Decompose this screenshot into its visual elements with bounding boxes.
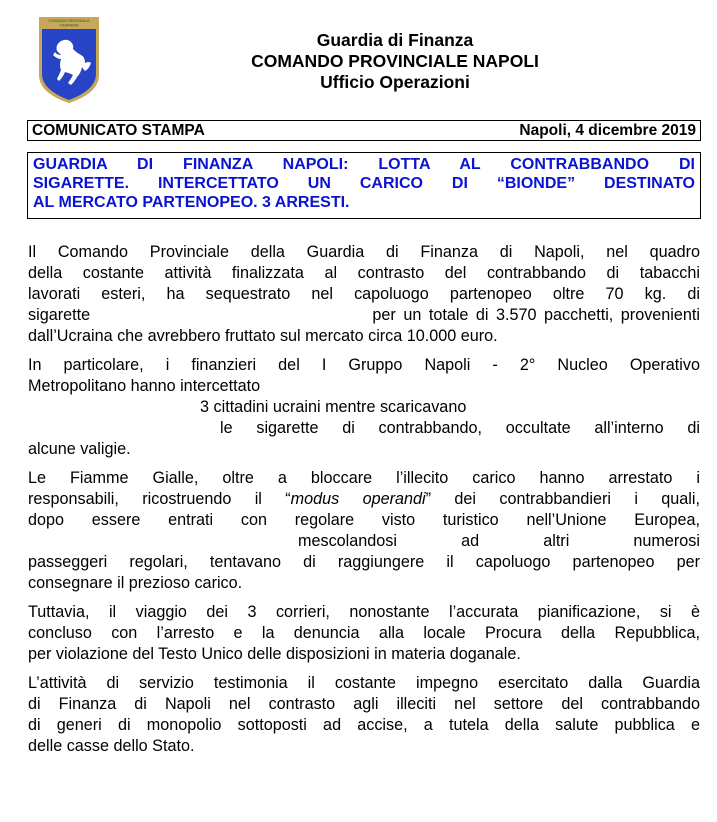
italic-phrase: modus operandi [290, 490, 426, 508]
text-line: Metropolitano hanno intercettato [28, 377, 261, 395]
text-line: Il Comando Provinciale della Guardia di Finanza di Napoli, nel quadro [28, 243, 700, 261]
headline-line: AL MERCATO PARTENOPEO. 3 ARRESTI. [33, 194, 350, 211]
paragraph-2 [28, 355, 700, 460]
paragraph-3 [28, 468, 700, 594]
crest-label-line1: COMANDO REGIONALE [48, 19, 90, 23]
text-line: della costante attività finalizzata al contrasto del contrabbando di tabacchi [28, 264, 700, 282]
paragraph-4 [28, 602, 700, 665]
shield-crest-icon [37, 15, 101, 105]
crest-logo [37, 15, 101, 105]
article-body [28, 242, 700, 765]
document-header [150, 30, 640, 93]
text-segment: per un totale di 3.570 pacchetti, provenienti [372, 306, 700, 324]
headline-line: SIGARETTE. INTERCETTATO UN CARICO DI “BIONDE” DESTINATO [33, 175, 695, 192]
text-line: passeggeri regolari, tentavano di raggiungere il capoluogo partenopeo per [28, 553, 700, 571]
press-release-label: COMUNICATO STAMPA [32, 121, 205, 139]
press-release-date: Napoli, 4 dicembre 2019 [519, 121, 696, 139]
text-line: consegnare il prezioso carico. [28, 574, 243, 592]
text-line: le sigarette di contrabbando, occultate all’interno di [220, 419, 700, 437]
text-line: concluso con l’arresto e la denuncia alla locale Procura della Repubblica, [28, 624, 700, 642]
text-line: delle casse dello Stato. [28, 737, 195, 755]
header-office: Ufficio Operazioni [320, 72, 470, 92]
text-line: Tuttavia, il viaggio dei 3 corrieri, nonostante l’accurata pianificazione, si è [28, 603, 700, 621]
text-line: di Finanza di Napoli nel contrasto agli illeciti nel settore del contrabbando [28, 695, 700, 713]
text-line: 3 cittadini ucraini mentre scaricavano [200, 398, 467, 416]
text-line: per violazione del Testo Unico delle disposizioni in materia doganale. [28, 645, 521, 663]
text-line [28, 489, 700, 510]
headline-line: GUARDIA DI FINANZA NAPOLI: LOTTA AL CONTRABBANDO DI [33, 156, 695, 173]
text-line: Le Fiamme Gialle, oltre a bloccare l’illecito carico hanno arrestato i [28, 469, 700, 487]
paragraph-1 [28, 242, 700, 347]
text-segment: sigarette [28, 306, 91, 324]
text-line: di generi di monopolio sottoposti ad accise, a tutela della salute pubblica e [28, 716, 700, 734]
text-line: dall’Ucraina che avrebbero fruttato sul mercato circa 10.000 euro. [28, 327, 498, 345]
text-line: mescolandosi ad altri numerosi [298, 532, 700, 550]
paragraph-5 [28, 673, 700, 757]
header-org: Guardia di Finanza [316, 30, 474, 50]
crest-label-line2: CAMPANIA [59, 23, 79, 28]
text-line: lavorati esteri, ha sequestrato nel capoluogo partenopeo oltre 70 kg. di [28, 285, 700, 303]
text-line: dopo essere entrati con regolare visto turistico nell’Unione Europea, [28, 511, 700, 529]
press-release-bar [27, 120, 701, 141]
text-segment: ” dei contrabbandieri i quali, [425, 490, 700, 508]
header-command: COMANDO PROVINCIALE NAPOLI [251, 51, 539, 71]
text-segment: responsabili, ricostruendo il “ [28, 490, 291, 508]
text-line: alcune valigie. [28, 440, 131, 458]
text-line: L’attività di servizio testimonia il costante impegno esercitato dalla Guardia [28, 674, 700, 692]
text-line: In particolare, i finanzieri del I Gruppo Napoli - 2° Nucleo Operativo [28, 356, 700, 374]
headline-box [27, 152, 701, 219]
text-line [28, 305, 700, 326]
